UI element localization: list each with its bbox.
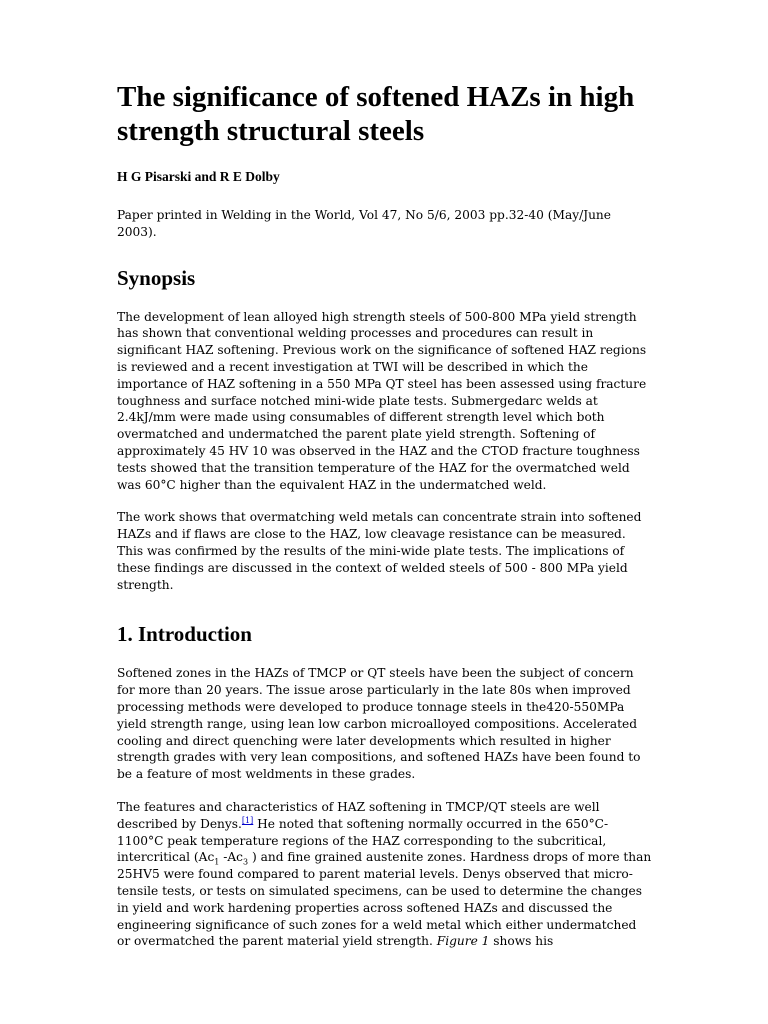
introduction-heading: 1. Introduction — [117, 622, 252, 647]
synopsis-paragraph-2: The work shows that overmatching weld metals can concentrate strain into softened HAZs and if flaws are close to the HAZ, low cleavage resistance can be measured. This was confirmed by the results of the mini-wide plate tests. The implications of these findings are discussed in the context of welded steels of 500 - 800 MPa yield strength. — [117, 510, 642, 592]
intro-p2-text-b: He noted that softening normally occurred in the 650°C-1100°C peak temperature regions of the HAZ corresponding to the subcritical, intercritical (Ac — [117, 816, 609, 865]
article-title: The significance of softened HAZs in high strength structural steels — [117, 81, 635, 147]
intro-p2-text-a: The features and characteristics of HAZ softening in TMCP/QT steels are well described by Denys. — [117, 799, 600, 831]
authors-line: H G Pisarski and R E Dolby — [117, 169, 280, 184]
introduction-paragraph-2 — [117, 799, 653, 950]
synopsis-paragraph-1: The development of lean alloyed high strength steels of 500-800 MPa yield strength has shown that conventional welding processes and procedures can result in significant HAZ softening. Previous work on the significance of softened HAZ regions is reviewed and a recent investigation at TWI will be described in which the importance of HAZ softening in a 550 MPa QT steel has been assessed using fracture toughness and surface notched mini-wide plate tests. Submergedarc welds at 2.4kJ/mm were made using consumables of different strength level which both overmatched and undermatched the parent plate yield strength. Softening of approximately 45 HV 10 was observed in the HAZ and the CTOD fracture toughness tests showed that the transition temperature of the HAZ for the overmatched weld was 60°C higher than the equivalent HAZ in the undermatched weld. — [117, 309, 647, 492]
reference-1-link[interactable]: [1] — [241, 815, 254, 825]
introduction-paragraph-1: Softened zones in the HAZs of TMCP or QT steels have been the subject of concern for more than 20 years. The issue arose particularly in the late 80s when improved processing methods were developed to produce tonnage steels in the420-550MPa yield strength range, using lean low carbon microalloyed compositions. Accelerated cooling and direct quenching were later developments which resulted in higher strength grades with very lean compositions, and softened HAZs have been found to be a feature of most weldments in these grades. — [117, 666, 641, 782]
intro-p2-text-e: shows his — [489, 934, 554, 949]
intro-p2-text-d: ) and fine grained austenite zones. Hardness drops of more than 25HV5 were found compared to parent material levels. Denys observed that micro-tensile tests, or tests on simulated specimens, can be used to determine the changes in yield and work hardening properties across softened HAZs and discussed the engineering significance of such zones for a weld metal which either undermatched or overmatched the parent material yield strength. — [117, 850, 652, 949]
ac3-subscript: 3 — [243, 857, 249, 867]
intro-p2-text-c: -Ac — [219, 850, 243, 865]
citation-paragraph: Paper printed in Welding in the World, Vol 47, No 5/6, 2003 pp.32-40 (May/June 2003). — [117, 208, 611, 239]
article-body — [117, 80, 653, 966]
synopsis-heading: Synopsis — [117, 265, 196, 290]
ac1-subscript: 1 — [214, 857, 220, 867]
figure-1-reference: Figure 1 — [436, 934, 490, 949]
reference-1 — [242, 816, 253, 825]
